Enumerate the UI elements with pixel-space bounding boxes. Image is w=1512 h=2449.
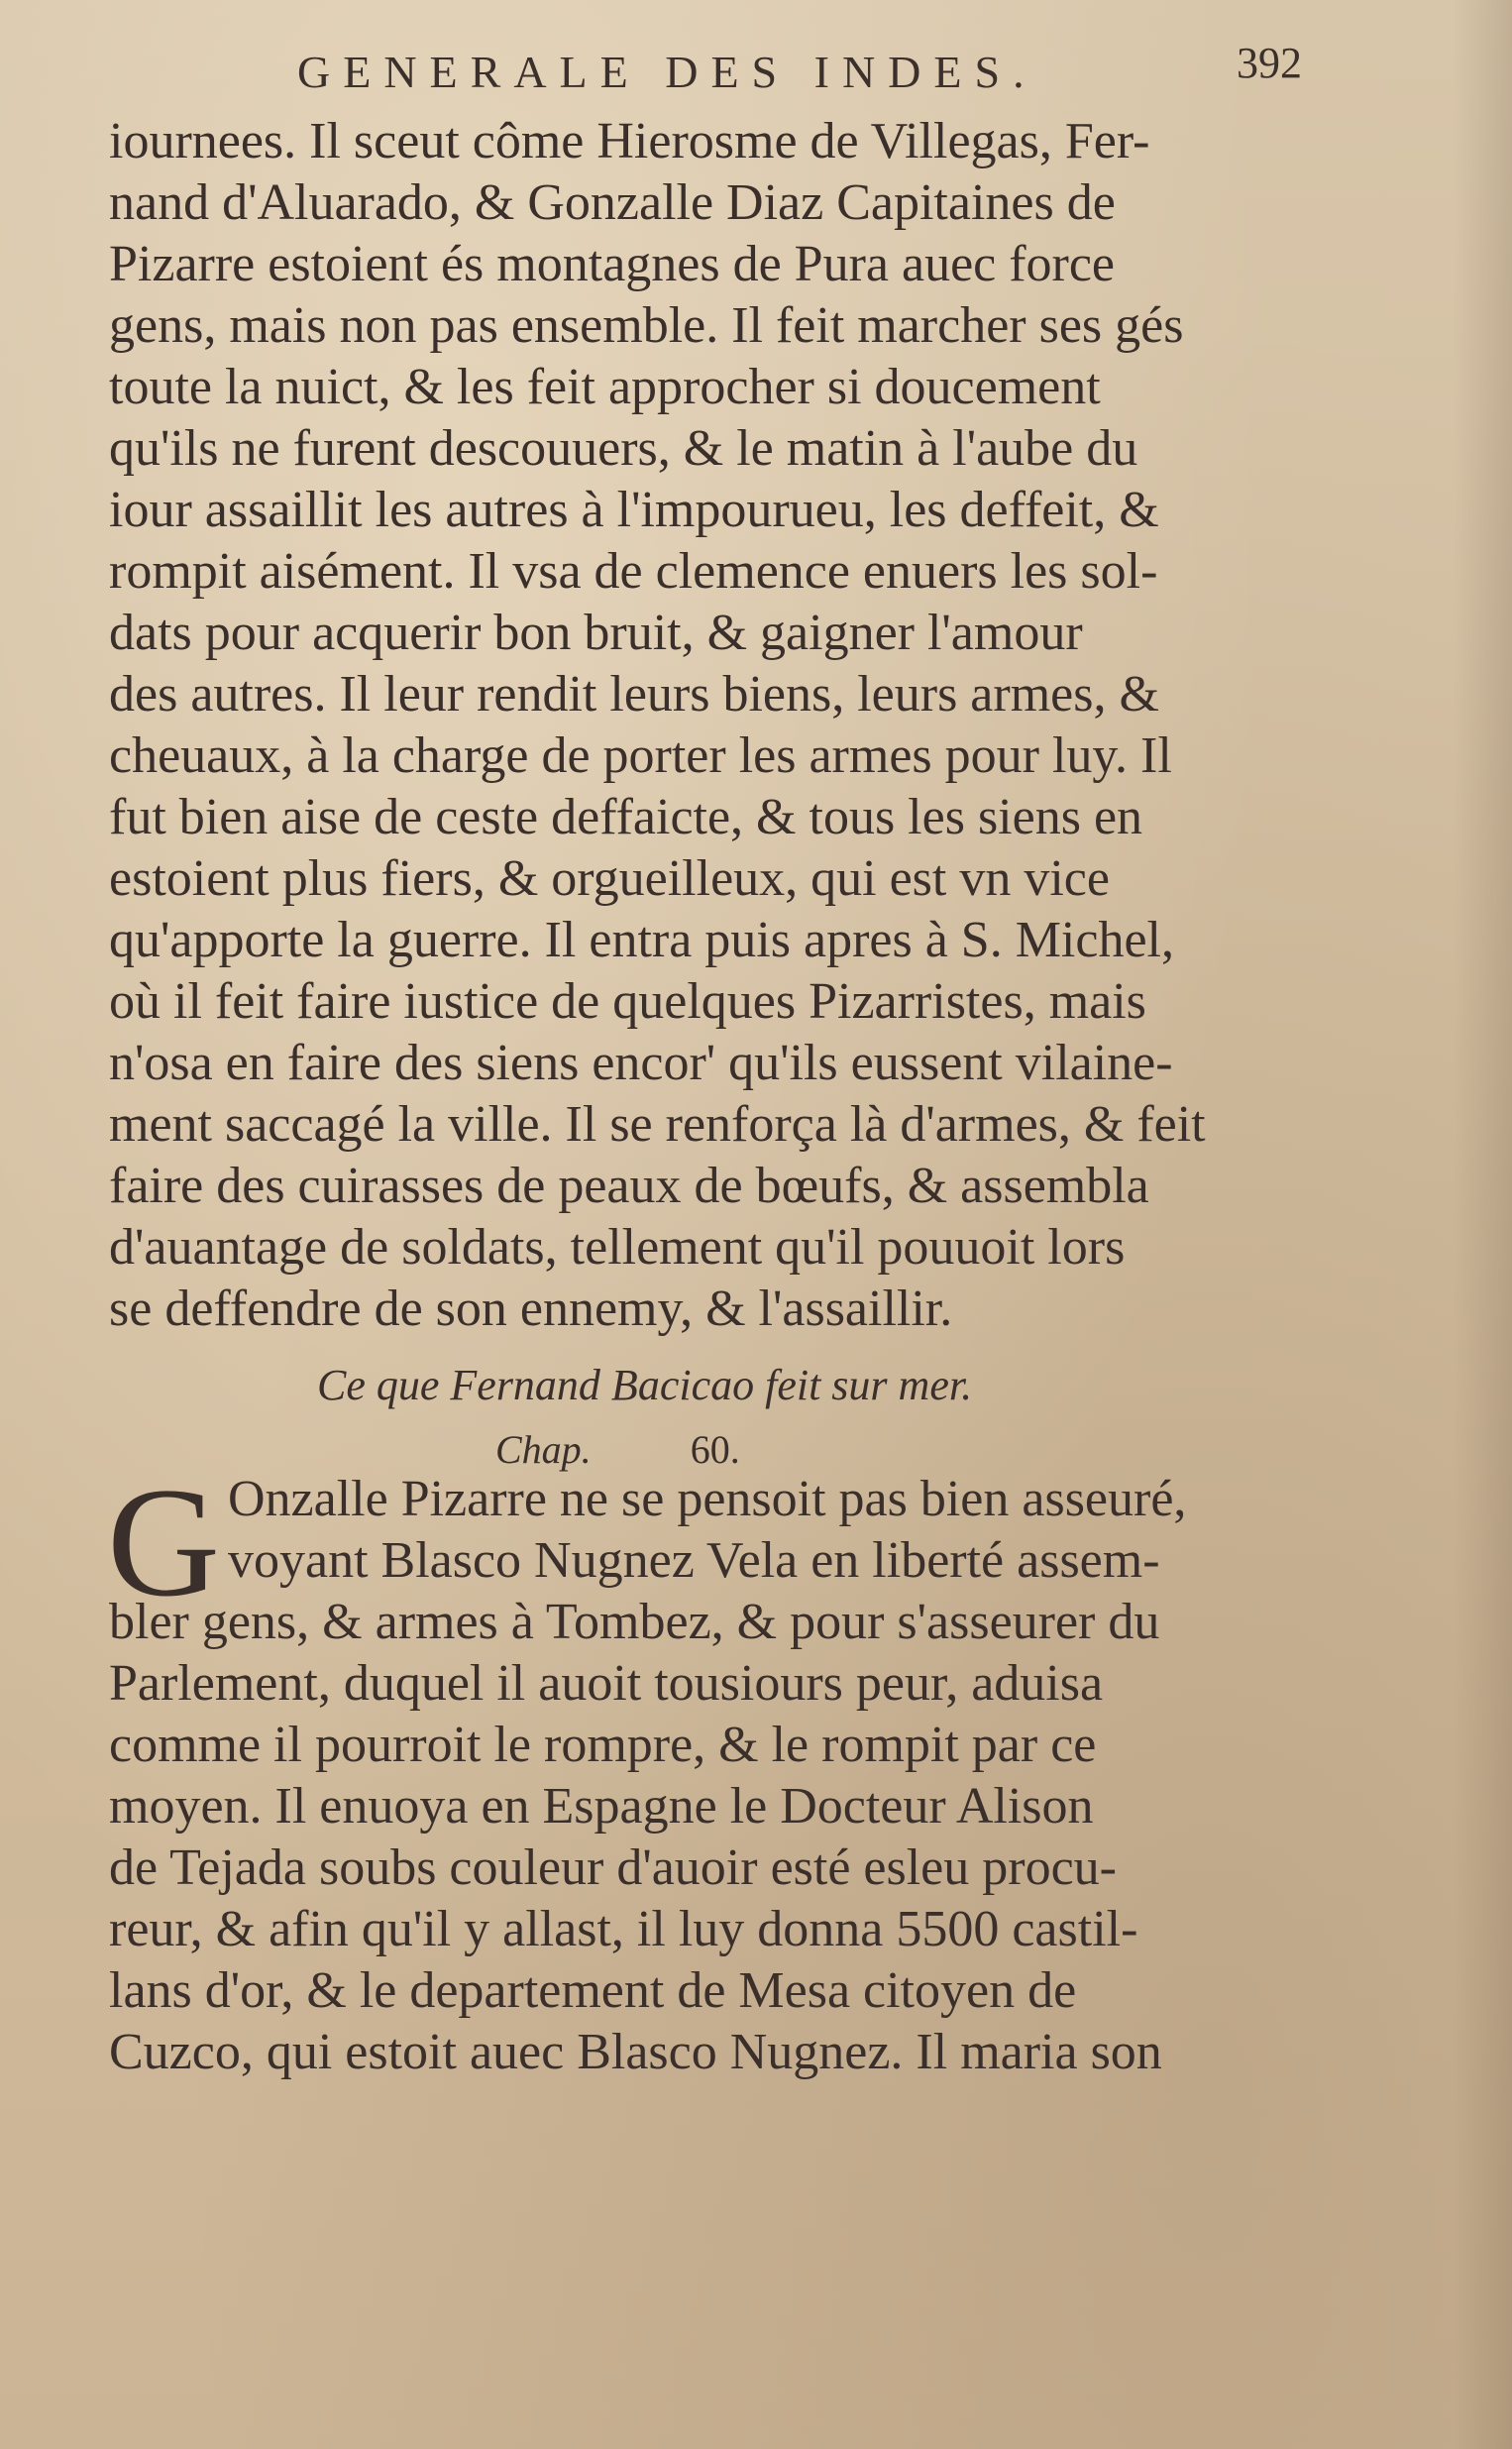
text-line: comme il pourroit le rompre, & le rompit par ce <box>109 1717 1097 1773</box>
text-line: dats pour acquerir bon bruit, & gaigner l'amour <box>109 605 1083 661</box>
text-line: reur, & afin qu'il y allast, il luy donna 5500 castil- <box>109 1901 1138 1957</box>
text-line: n'osa en faire des siens encor' qu'ils eussent vilaine- <box>109 1035 1173 1091</box>
text-line: qu'ils ne furent descouuers, & le matin à l'aube du <box>109 420 1138 477</box>
text-line: ment saccagé la ville. Il se renforça là d'armes, & feit <box>109 1096 1206 1153</box>
text-line: nand d'Aluarado, & Gonzalle Diaz Capitaines de <box>109 174 1116 231</box>
text-line: bler gens, & armes à Tombez, & pour s'asseurer du <box>109 1594 1160 1650</box>
text-line: où il feit faire iustice de quelques Pizarristes, mais <box>109 973 1146 1030</box>
page-edge-shadow <box>1453 0 1512 2449</box>
text-line: d'auantage de soldats, tellement qu'il pouuoit lors <box>109 1219 1126 1276</box>
text-line: se deffendre de son ennemy, & l'assaillir. <box>109 1280 953 1337</box>
text-line: lans d'or, & le departement de Mesa citoyen de <box>109 1962 1077 2019</box>
text-line: moyen. Il enuoya en Espagne le Docteur Alison <box>109 1778 1094 1835</box>
running-title: GENERALE DES INDES. <box>297 47 1037 97</box>
text-line: de Tejada soubs couleur d'auoir esté esleu procu- <box>109 1839 1117 1896</box>
drop-cap-initial: G <box>107 1456 221 1629</box>
text-line: rompit aisément. Il vsa de clemence enuers les sol- <box>109 543 1158 600</box>
body-text <box>109 111 1308 1340</box>
text-line: voyant Blasco Nugnez Vela en liberté assem- <box>228 1532 1160 1589</box>
chapter-numeral: 60. <box>690 1427 740 1472</box>
text-line: iour assaillit les autres à l'impourueu, les deffeit, & <box>109 482 1159 538</box>
chapter-title: Ce que Fernand Bacicao feit sur mer. <box>317 1361 973 1409</box>
chapter-label: Chap. <box>495 1427 592 1472</box>
text-line: faire des cuirasses de peaux de bœufs, & assembla <box>109 1158 1149 1214</box>
text-line: qu'apporte la guerre. Il entra puis apres à S. Michel, <box>109 912 1174 968</box>
text-line: gens, mais non pas ensemble. Il feit marcher ses gés <box>109 297 1184 354</box>
running-head <box>297 39 1302 115</box>
text-line: estoient plus fiers, & orgueilleux, qui est vn vice <box>109 850 1110 907</box>
text-line: Pizarre estoient és montagnes de Pura auec force <box>109 236 1116 292</box>
text-line: Onzalle Pizarre ne se pensoit pas bien asseuré, <box>228 1471 1187 1527</box>
text-line: des autres. Il leur rendit leurs biens, leurs armes, & <box>109 666 1159 723</box>
page-number: 392 <box>1237 39 1302 87</box>
chapter-text <box>107 1456 1308 2083</box>
text-line: toute la nuict, & les feit approcher si doucement <box>109 359 1101 415</box>
text-line: Cuzco, qui estoit auec Blasco Nugnez. Il maria son <box>109 2024 1162 2080</box>
text-line: fut bien aise de ceste deffaicte, & tous les siens en <box>109 789 1143 845</box>
chapter-heading <box>317 1356 1209 1485</box>
text-line: iournees. Il sceut côme Hierosme de Villegas, Fer- <box>109 113 1150 169</box>
text-line: Parlement, duquel il auoit tousiours peur, aduisa <box>109 1655 1104 1712</box>
text-line: cheuaux, à la charge de porter les armes pour luy. Il <box>109 727 1172 784</box>
